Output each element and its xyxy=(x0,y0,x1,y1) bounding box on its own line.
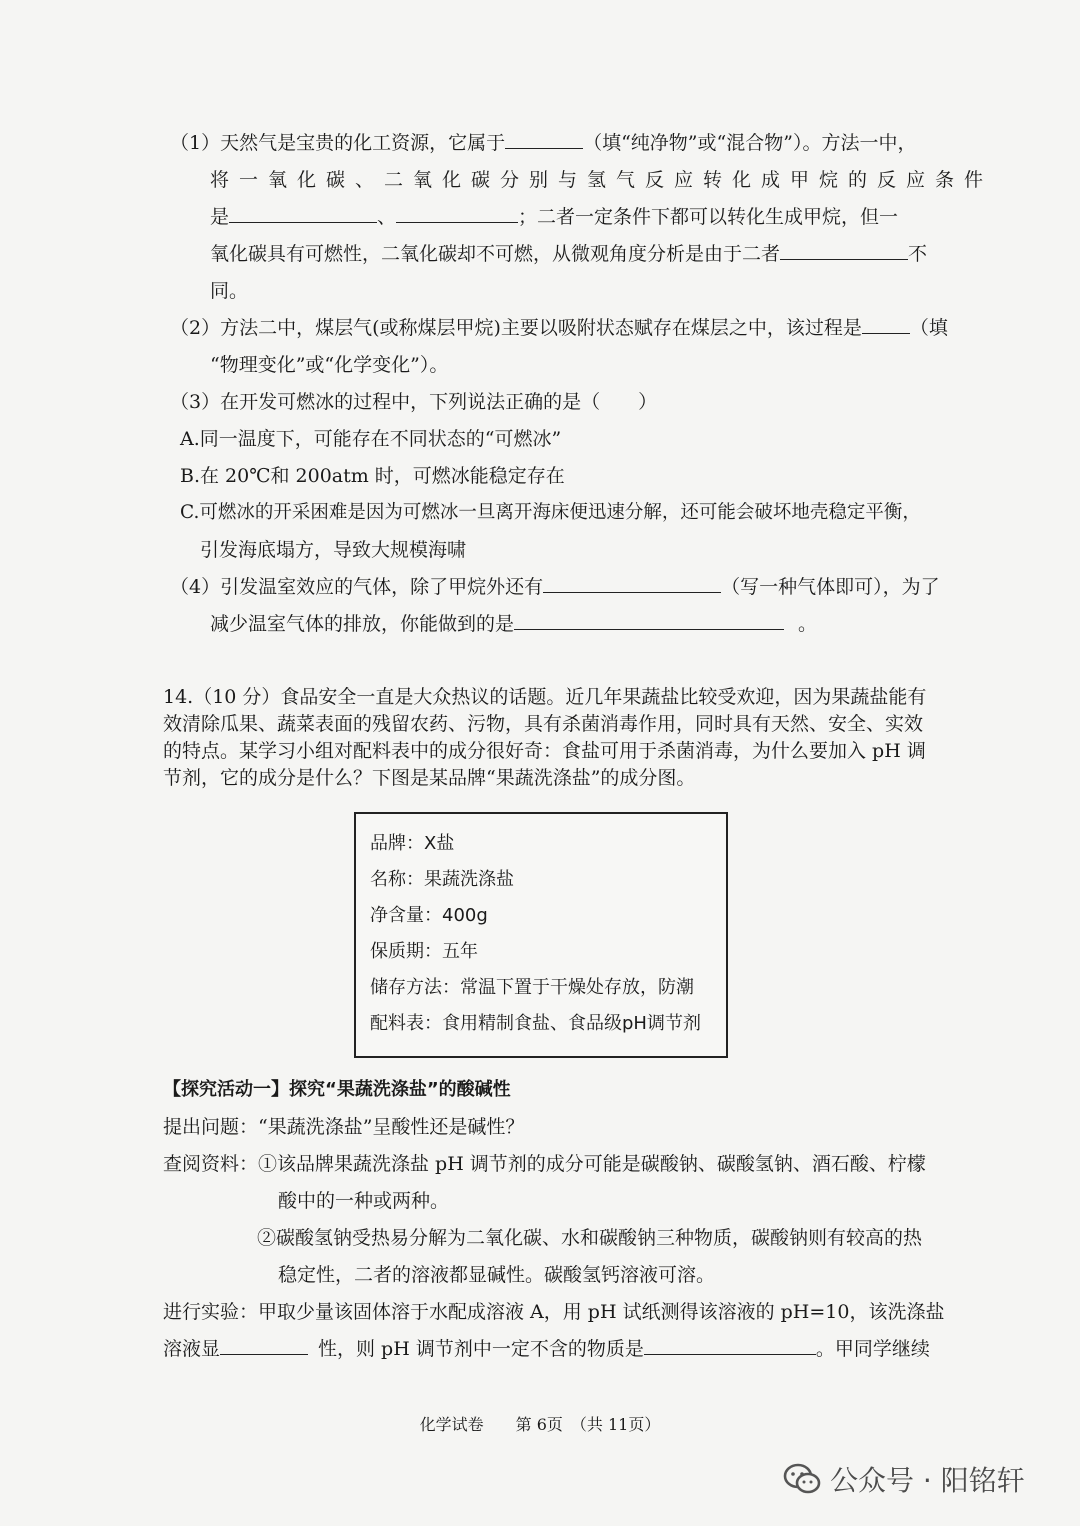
text: 不 xyxy=(908,243,928,265)
text: （4）引发温室效应的气体，除了甲烷外还有 xyxy=(170,576,544,598)
q13-p3-option-a: A.同一温度下，可能存在不同状态的“可燃冰” xyxy=(180,428,562,450)
text: （1）天然气是宝贵的化工资源，它属于 xyxy=(170,132,506,154)
label-ingredients: 配料表：食用精制食盐、食品级pH调节剂 xyxy=(370,1013,701,1034)
research-line1: 查阅资料：①该品牌果蔬洗涤盐 pH 调节剂的成分可能是碳酸钠、碳酸氢钠、酒石酸、柠檬 xyxy=(163,1153,926,1175)
q13-p1-line3 xyxy=(210,204,898,230)
text: （填“纯净物”或“混合物”）。方法一中， xyxy=(583,132,917,154)
answer-blank xyxy=(543,574,721,593)
answer-blank xyxy=(396,204,518,223)
text: （2）方法二中，煤层气(或称煤层甲烷)主要以吸附状态赋存在煤层之中，该过程是 xyxy=(170,317,862,339)
activity-title: 【探究活动一】探究“果蔬洗涤盐”的酸碱性 xyxy=(163,1079,511,1100)
raise-question: 提出问题：“果蔬洗涤盐”呈酸性还是碱性？ xyxy=(163,1116,525,1138)
text: 。 xyxy=(798,613,818,635)
q13-p4-line2 xyxy=(210,611,817,637)
answer-blank xyxy=(862,315,910,334)
q14-intro-line2: 效清除瓜果、蔬菜表面的残留农药、污物，具有杀菌消毒作用，同时具有天然、安全、实效 xyxy=(163,713,924,735)
answer-blank xyxy=(505,130,583,149)
watermark-text: 公众号 · 阳铭轩 xyxy=(830,1464,1025,1497)
label-shelf-life: 保质期：五年 xyxy=(370,941,478,962)
q13-p2-line1 xyxy=(170,315,948,341)
watermark xyxy=(782,1457,1025,1501)
q14-intro-line4: 节剂，它的成分是什么？下图是某品牌“果蔬洗涤盐”的成分图。 xyxy=(163,767,696,789)
text: 减少温室气体的排放，你能做到的是 xyxy=(210,613,515,635)
q13-p1-line2: 将一氧化碳、二氧化碳分别与氢气反应转化成甲烷的反应条件 xyxy=(210,169,994,191)
q13-p3-stem: （3）在开发可燃冰的过程中，下列说法正确的是（ ） xyxy=(170,391,658,413)
answer-blank xyxy=(644,1336,816,1355)
page-footer: 化学试卷 第 6页 （共 11页） xyxy=(419,1415,661,1434)
q14-intro-line1: 14.（10 分）食品安全一直是大众热议的话题。近几年果蔬盐比较受欢迎，因为果蔬盐能有 xyxy=(163,686,927,708)
text: 、 xyxy=(377,206,397,228)
q13-p3-option-c-line2: 引发海底塌方，导致大规模海啸 xyxy=(200,539,467,561)
research-line4: 稳定性，二者的溶液都显碱性。碳酸氢钙溶液可溶。 xyxy=(278,1264,716,1286)
text: 性，则 pH 调节剂中一定不含的物质是 xyxy=(318,1338,644,1360)
label-net-content: 净含量：400g xyxy=(370,905,488,926)
answer-blank xyxy=(780,241,908,260)
q14-intro-line3: 的特点。某学习小组对配料表中的成分很好奇：食盐可用于杀菌消毒，为什么要加入 pH 调 xyxy=(163,740,926,762)
text: 是 xyxy=(210,206,230,228)
answer-blank xyxy=(220,1336,308,1355)
experiment-line1: 进行实验：甲取少量该固体溶于水配成溶液 A，用 pH 试纸测得该溶液的 pH=10，该洗涤盐 xyxy=(163,1301,945,1323)
q13-p1-line4 xyxy=(210,241,927,267)
research-line2: 酸中的一种或两种。 xyxy=(278,1190,450,1212)
label-name: 名称：果蔬洗涤盐 xyxy=(370,869,514,890)
text: ；二者一定条件下都可以转化生成甲烷，但一 xyxy=(518,206,899,228)
text: （写一种气体即可），为了 xyxy=(721,576,940,598)
label-storage: 储存方法：常温下置于干燥处存放，防潮 xyxy=(370,977,694,998)
q13-p2-line2: “物理变化”或“化学变化”）。 xyxy=(210,354,449,376)
product-label-box xyxy=(354,812,728,1058)
wechat-logo-icon xyxy=(782,1459,822,1499)
label-brand: 品牌：X盐 xyxy=(370,833,455,854)
text: 溶液显 xyxy=(163,1338,221,1360)
text: 氧化碳具有可燃性，二氧化碳却不可燃，从微观角度分析是由于二者 xyxy=(210,243,781,265)
q13-p1-line5: 同。 xyxy=(210,280,249,302)
text: （填 xyxy=(909,317,948,339)
research-line3: ②碳酸氢钠受热易分解为二氧化碳、水和碳酸钠三种物质，碳酸钠则有较高的热 xyxy=(257,1227,923,1249)
experiment-line2 xyxy=(163,1336,930,1362)
q13-p3-option-c-line1: C.可燃冰的开采困难是因为可燃冰一旦离开海床便迅速分解，还可能会破坏地壳稳定平衡， xyxy=(180,502,921,523)
answer-blank xyxy=(229,204,377,223)
q13-p3-option-b: B.在 20℃和 200atm 时，可燃冰能稳定存在 xyxy=(180,465,565,487)
answer-blank xyxy=(514,611,784,630)
q13-p4-line1 xyxy=(170,574,940,600)
q13-p1-line1 xyxy=(170,130,916,156)
text: 。甲同学继续 xyxy=(815,1338,930,1360)
